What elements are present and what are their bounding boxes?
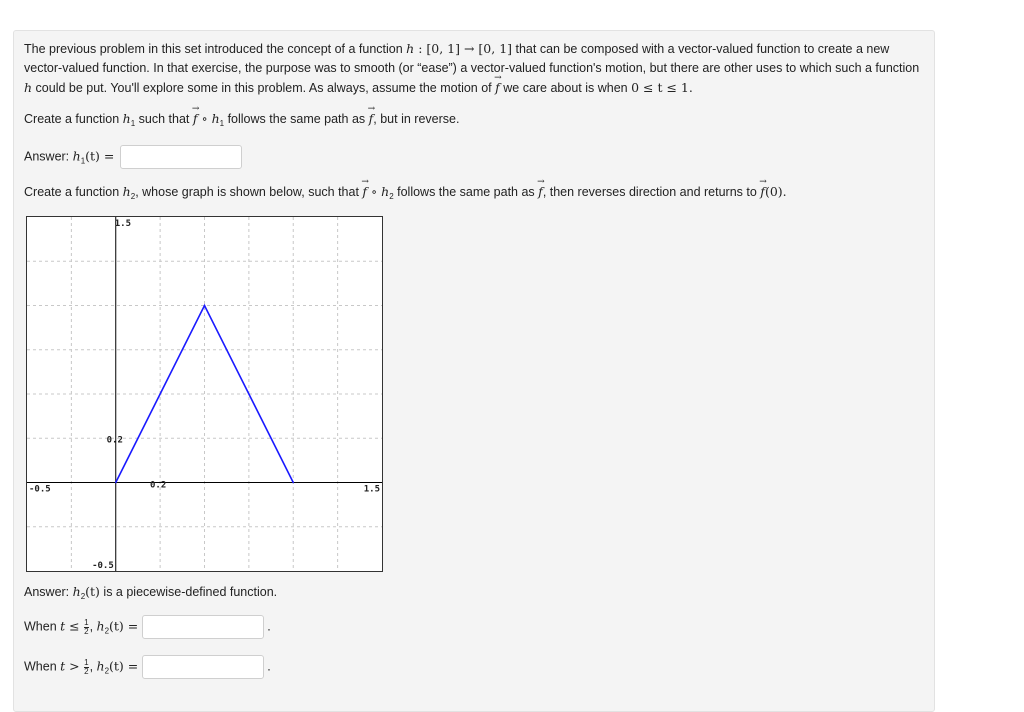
q2-answer-arg: (t)	[85, 584, 100, 599]
intro-math-range: 0 ≤ t ≤ 1.	[631, 80, 693, 95]
q1-math-h1b-sub: 1	[219, 119, 225, 128]
tick-label-y-top: 1.5	[114, 219, 132, 229]
q1-answer-row	[24, 145, 924, 170]
q2-prompt-text-1: Create a function	[24, 185, 123, 199]
case1-when: When	[24, 619, 61, 634]
q1-compose: ∘	[197, 111, 212, 126]
case1-cond: t ≤	[60, 618, 80, 634]
intro-text-2: that can be composed with a vector-valued function to create a new vector-valued function. In that exercise, the purpose was to smooth (or “ease”) a vector-valued function's motion, but there are other uses to which such a function	[24, 42, 920, 75]
intro-text-4: we care about is when	[499, 81, 632, 95]
case2-row: When t > $\frac{1}{2}$ , $h_2(t)$ = .	[24, 655, 924, 680]
h2-graph-svg	[27, 217, 382, 571]
intro-paragraph	[24, 39, 924, 98]
q2-math-h2b: h	[381, 184, 390, 199]
q2-compose: ∘	[367, 184, 382, 199]
q2-math-h2: h	[122, 184, 131, 199]
case2-arg: (t) =	[109, 658, 139, 674]
q2-math-f2: → f	[538, 182, 543, 201]
intro-math-domain: : [0, 1] → [0, 1]	[414, 41, 513, 56]
intro-math-h: h	[406, 41, 415, 56]
q2-prompt-text-4: , then reverses direction and returns to	[542, 185, 761, 199]
tick-label-x-mark: 0.2	[149, 480, 167, 491]
q1-math-f2: → f	[369, 109, 374, 128]
case1-row: When t ≤ $\frac{1}{2}$ , $h_2(t)$ = .	[24, 615, 924, 640]
q1-answer-math: h	[72, 148, 81, 164]
case2-period: .	[267, 659, 271, 674]
case2-cond: t >	[60, 658, 80, 674]
q1-math-f: → f	[193, 109, 198, 128]
case1-frac-den: 2	[84, 626, 89, 636]
case2-frac-den: 2	[84, 666, 89, 676]
case1-period: .	[267, 619, 271, 634]
tick-label-y-bottom: -0.5	[92, 561, 114, 571]
q2-math-h2-sub: 2	[130, 192, 136, 201]
q2-answer-tail: is a piecewise-defined function.	[99, 585, 278, 599]
case2-answer-input[interactable]	[142, 655, 264, 679]
h2-graph	[26, 216, 383, 572]
intro-text-3: could be put. You'll explore some in this problem. As always, assume the motion of	[32, 81, 496, 95]
case2-frac-num: 1	[84, 657, 89, 667]
q2-answer-math-sub: 2	[80, 592, 86, 601]
q1-math-h1b: h	[211, 111, 220, 126]
q2-math-f: → f	[362, 182, 367, 201]
problem-panel	[13, 30, 935, 712]
tick-label-x-max: 1.5	[363, 484, 380, 495]
case2-when: When	[24, 659, 61, 674]
intro-math-f: → f	[495, 78, 500, 97]
q2-prompt	[24, 182, 924, 206]
q1-answer-math-sub: 1	[80, 156, 86, 166]
case1-frac	[84, 619, 88, 636]
q2-math-f3: → f	[760, 182, 765, 201]
h2-point-2	[292, 482, 294, 484]
q2-answer-math: h	[72, 584, 81, 599]
case2-h-sub: 2	[104, 666, 110, 676]
case2-frac	[84, 659, 88, 676]
q2-answer-row	[24, 582, 924, 606]
q2-math-f3-arg: (0).	[764, 184, 787, 199]
q1-prompt-text-2: such that	[135, 112, 193, 126]
tick-label-x-min: -0.5	[29, 484, 51, 495]
tick-label-y-mark: 0.2	[106, 435, 123, 446]
q2-prompt-text-2: , whose graph is shown below, such that	[135, 185, 363, 199]
h2-point-0	[115, 482, 117, 484]
case1-arg: (t) =	[109, 618, 139, 634]
q1-prompt-text-1: Create a function	[24, 112, 123, 126]
q1-math-h1-sub: 1	[130, 119, 136, 128]
case1-h-sub: 2	[104, 626, 110, 636]
q1-answer-label: Answer:	[24, 149, 73, 164]
q1-prompt-text-3: follows the same path as	[224, 112, 369, 126]
q2-answer-label: Answer:	[24, 585, 73, 599]
q2-prompt-text-3: follows the same path as	[393, 185, 539, 199]
h1-answer-input[interactable]	[120, 145, 242, 169]
q1-prompt-text-4: , but in reverse.	[373, 112, 460, 126]
q1-answer-arg: (t) =	[85, 148, 115, 164]
q1-prompt	[24, 109, 924, 133]
case1-answer-input[interactable]	[142, 615, 264, 639]
q1-math-h1: h	[122, 111, 131, 126]
case1-h: h	[96, 618, 105, 634]
intro-math-h2: h	[24, 80, 33, 95]
case2-h: h	[96, 658, 105, 674]
h2-point-1	[204, 305, 206, 307]
q2-math-h2b-sub: 2	[389, 192, 394, 201]
intro-text-1: The previous problem in this set introduced the concept of a function	[24, 42, 407, 56]
case1-frac-num: 1	[84, 617, 89, 627]
